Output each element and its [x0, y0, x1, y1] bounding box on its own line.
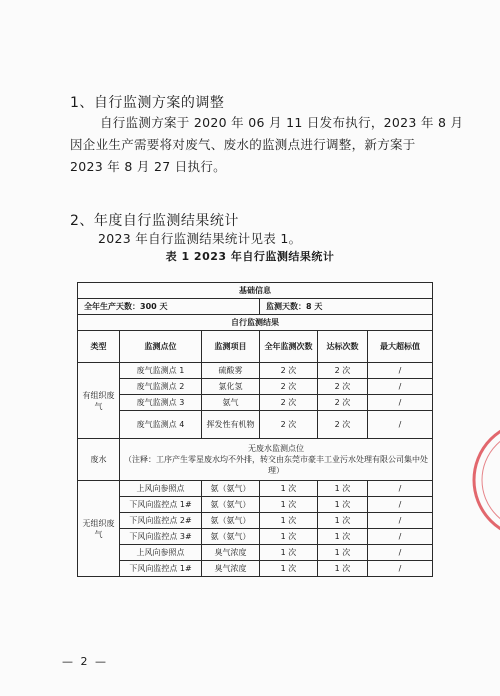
cell-count: 2 次 — [260, 379, 318, 395]
cell-count: 1 次 — [260, 529, 318, 545]
cell-point: 下风向监控点 1# — [120, 561, 202, 577]
section1-line-2: 因企业生产需要将对废气、废水的监测点进行调整，新方案于 — [70, 137, 416, 152]
cell-pass: 2 次 — [318, 379, 368, 395]
cell-item: 氨（氨气） — [202, 497, 260, 513]
organized-label: 有组织废气 — [78, 363, 120, 439]
cell-max: / — [368, 411, 433, 439]
table-caption: 表 1 2023 年自行监测结果统计 — [165, 250, 335, 263]
wastewater-note — [120, 439, 433, 481]
cell-pass: 1 次 — [318, 561, 368, 577]
cell-point: 下风向监控点 1# — [120, 497, 202, 513]
cell-max: / — [368, 481, 433, 497]
cell-item: 臭气浓度 — [202, 545, 260, 561]
table-row — [78, 497, 433, 513]
basic-info-title: 基础信息 — [78, 283, 433, 299]
table-row — [78, 363, 433, 379]
wastewater-note-detail: （注释：工序产生零星废水均不外排，转交由东莞市豪丰工业污水处理有限公司集中处理） — [124, 455, 429, 475]
section1-heading: 1、自行监测方案的调整 — [70, 95, 225, 111]
wastewater-note-main: 无废水监测点位 — [248, 444, 305, 453]
cell-point: 废气监测点 4 — [120, 411, 202, 439]
wastewater-label: 废水 — [78, 439, 120, 481]
company-seal-stamp — [470, 395, 500, 565]
cell-pass: 1 次 — [318, 481, 368, 497]
cell-point: 上风向参照点 — [120, 481, 202, 497]
cell-pass: 2 次 — [318, 363, 368, 379]
cell-count: 1 次 — [260, 561, 318, 577]
cell-max: / — [368, 529, 433, 545]
cell-item: 氨（氨气） — [202, 481, 260, 497]
section2-paragraph: 2023 年自行监测结果统计见表 1。 — [98, 231, 302, 246]
cell-item: 氨（氨气） — [202, 513, 260, 529]
cell-point: 废气监测点 2 — [120, 379, 202, 395]
cell-point: 下风向监控点 3# — [120, 529, 202, 545]
cell-count: 1 次 — [260, 497, 318, 513]
cell-count: 2 次 — [260, 395, 318, 411]
results-title: 自行监测结果 — [78, 315, 433, 331]
table-row — [78, 395, 433, 411]
unorganized-label: 无组织废气 — [78, 481, 120, 577]
cell-max: / — [368, 513, 433, 529]
cell-pass: 1 次 — [318, 545, 368, 561]
header-point: 监测点位 — [120, 331, 202, 363]
table-row — [78, 481, 433, 497]
cell-item: 臭气浓度 — [202, 561, 260, 577]
table-row — [78, 379, 433, 395]
cell-item: 氯化氢 — [202, 379, 260, 395]
cell-max: / — [368, 497, 433, 513]
results-title-row — [78, 315, 433, 331]
cell-max: / — [368, 363, 433, 379]
monitoring-days: 监测天数：8 天 — [260, 299, 433, 315]
cell-pass: 2 次 — [318, 411, 368, 439]
header-max: 最大超标值 — [368, 331, 433, 363]
table-row — [78, 529, 433, 545]
wastewater-row — [78, 439, 433, 481]
cell-count: 1 次 — [260, 545, 318, 561]
table-row — [78, 513, 433, 529]
section1-paragraph — [70, 112, 490, 178]
cell-count: 2 次 — [260, 411, 318, 439]
header-count: 全年监测次数 — [260, 331, 318, 363]
table-row — [78, 561, 433, 577]
cell-count: 1 次 — [260, 513, 318, 529]
basic-info-row — [78, 283, 433, 299]
cell-item: 硫酸雾 — [202, 363, 260, 379]
cell-max: / — [368, 545, 433, 561]
cell-point: 上风向参照点 — [120, 545, 202, 561]
header-row — [78, 331, 433, 363]
header-type: 类型 — [78, 331, 120, 363]
cell-item: 氨（氨气） — [202, 529, 260, 545]
cell-max: / — [368, 379, 433, 395]
cell-item: 挥发性有机物 — [202, 411, 260, 439]
cell-pass: 1 次 — [318, 497, 368, 513]
cell-pass: 2 次 — [318, 395, 368, 411]
header-item: 监测项目 — [202, 331, 260, 363]
cell-max: / — [368, 561, 433, 577]
section2-heading: 2、年度自行监测结果统计 — [70, 213, 239, 229]
cell-count: 2 次 — [260, 363, 318, 379]
cell-count: 1 次 — [260, 481, 318, 497]
table-row — [78, 545, 433, 561]
table-row — [78, 411, 433, 439]
monitoring-results-table — [77, 282, 433, 577]
header-pass: 达标次数 — [318, 331, 368, 363]
section1-line-1: 自行监测方案于 2020 年 06 月 11 日发布执行，2023 年 8 月 — [100, 115, 464, 130]
cell-point: 废气监测点 1 — [120, 363, 202, 379]
cell-max: / — [368, 395, 433, 411]
section1-line-3: 2023 年 8 月 27 日执行。 — [70, 159, 226, 174]
days-row — [78, 299, 433, 315]
cell-pass: 1 次 — [318, 513, 368, 529]
cell-point: 下风向监控点 2# — [120, 513, 202, 529]
cell-point: 废气监测点 3 — [120, 395, 202, 411]
page-number: — 2 — — [62, 655, 108, 668]
production-days: 全年生产天数：300 天 — [78, 299, 260, 315]
cell-item: 氨气 — [202, 395, 260, 411]
cell-pass: 1 次 — [318, 529, 368, 545]
